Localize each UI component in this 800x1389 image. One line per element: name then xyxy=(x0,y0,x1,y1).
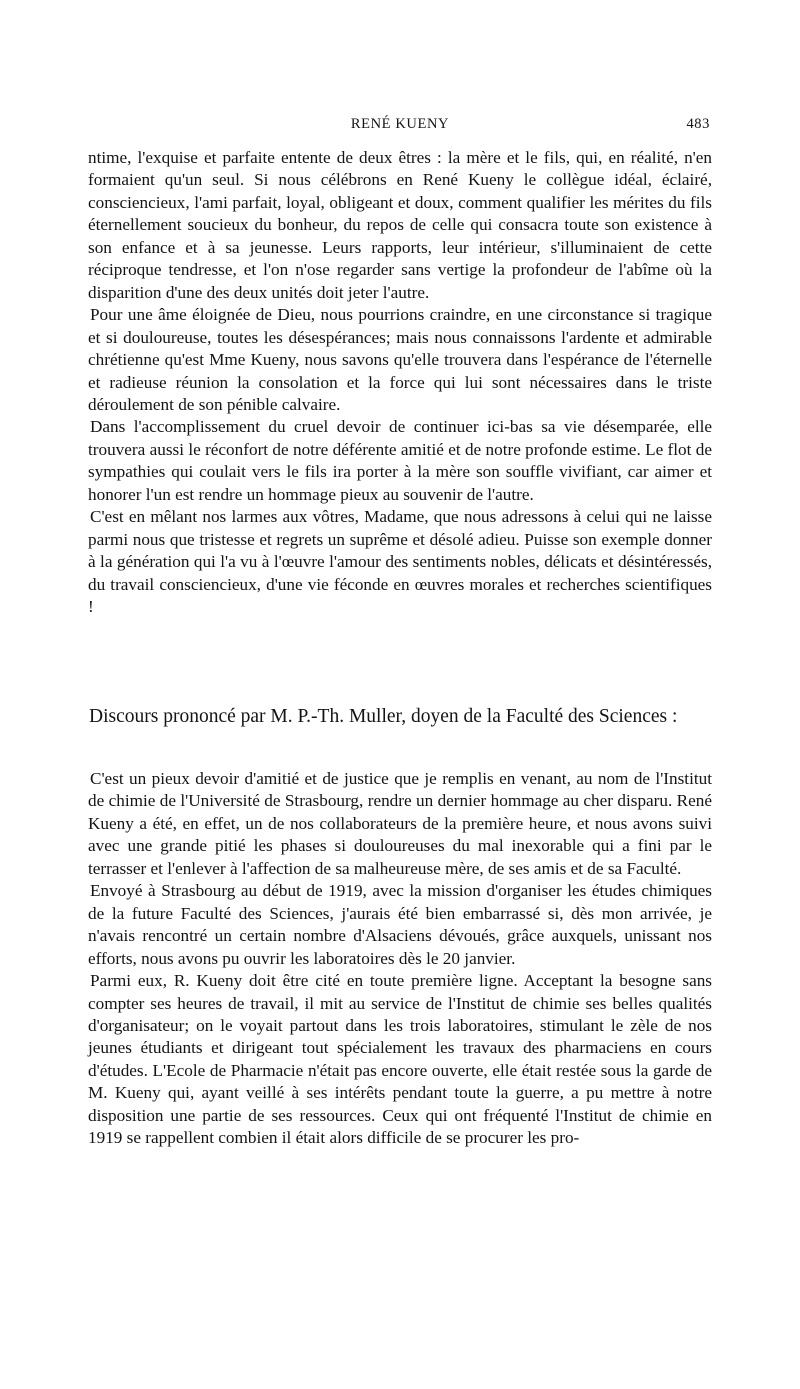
paragraph-2: Pour une âme éloignée de Dieu, nous pourrions craindre, en une circonstance si tragique et si douloureuse, toutes les désespérances; mais nous connaissons l'ardente et admirable chrétienne qu'est Mme Kueny, nous savons qu'elle trouvera dans l'espérance de l'éternelle et radieuse réunion la consolation et la force qui lui sont nécessaires dans le triste déroulement de son pénible calvaire. xyxy=(88,305,712,414)
running-header xyxy=(90,116,710,136)
page-number: 483 xyxy=(686,116,710,132)
section-heading: Discours prononcé par M. P.-Th. Muller, doyen de la Faculté des Sciences : xyxy=(89,706,678,727)
paragraph-1: ntime, l'exquise et parfaite entente de deux êtres : la mère et le fils, qui, en réalité, n'en formaient qu'un seul. Si nous célébrons en René Kueny le collègue idéal, éclairé, consciencieux, l'ami parfait, loyal, obligeant et doux, comment qualifier les mérites du fils éternellement soucieux du bonheur, du repos de celle qui consacra toute son existence à son enfance et à sa jeunesse. Leurs rapports, leur intérieur, s'illuminaient de cette réciproque tendresse, et l'on n'ose regarder sans vertige la profondeur de l'abîme où la disparition d'une des deux unités doit jeter l'autre. xyxy=(88,148,712,302)
speech-text-block xyxy=(88,768,712,1150)
speech-paragraph-3: Parmi eux, R. Kueny doit être cité en toute première ligne. Acceptant la besogne sans compter ses heures de travail, il mit au service de l'Institut de chimie ses belles qualités d'organisateur; on le voyait partout dans les trois laboratoires, stimulant le zèle de nos jeunes étudiants et dirigeant tout spécialement les travaux des pharmaciens en cours d'études. L'Ecole de Pharmacie n'était pas encore ouverte, elle était restée sous la garde de M. Kueny qui, ayant veillé à ses intérêts pendant toute la guerre, a pu mettre à notre disposition une partie de ses ressources. Ceux qui ont fréquenté l'Institut de chimie en 1919 se rappellent combien il était alors difficile de se procurer les pro- xyxy=(88,971,712,1148)
speech-paragraph-2: Envoyé à Strasbourg au début de 1919, avec la mission d'organiser les études chimiques de la future Faculté des Sciences, j'aurais été bien embarrassé si, dès mon arrivée, je n'avais rencontré un certain nombre d'Alsaciens dévoués, grâce auxquels, unissant nos efforts, nous avons pu ouvrir les laboratoires dès le 20 janvier. xyxy=(88,881,712,968)
running-title: RENÉ KUENY xyxy=(350,116,450,132)
speech-paragraph-1: C'est un pieux devoir d'amitié et de justice que je remplis en venant, au nom de l'Institut de chimie de l'Université de Strasbourg, rendre un dernier hommage au cher disparu. René Kueny a été, en effet, un de nos collaborateurs de la première heure, et nous avons suivi avec une grande pitié les phases si douloureuses du mal inexorable qui a fini par le terrasser et l'enlever à l'affection de sa malheureuse mère, de ses amis et de sa Faculté. xyxy=(88,769,712,878)
tribute-text-block xyxy=(88,147,712,619)
paragraph-4: C'est en mêlant nos larmes aux vôtres, Madame, que nous adressons à celui qui ne laisse parmi nous que tristesse et regrets un suprême et désolé adieu. Puisse son exemple donner à la génération qui l'a vu à l'œuvre l'amour des sentiments nobles, délicats et désintéressés, du travail consciencieux, d'une vie féconde en œuvres morales et recherches scientifiques ! xyxy=(88,507,712,617)
paragraph-3: Dans l'accomplissement du cruel devoir de continuer ici-bas sa vie désemparée, elle trouvera aussi le réconfort de notre déférente amitié et de notre profonde estime. Le flot de sympathies qui coulait vers le fils ira porter à la mère son souffle vivifiant, car aimer et honorer l'un est rendre un hommage pieux au souvenir de l'autre. xyxy=(88,417,712,504)
